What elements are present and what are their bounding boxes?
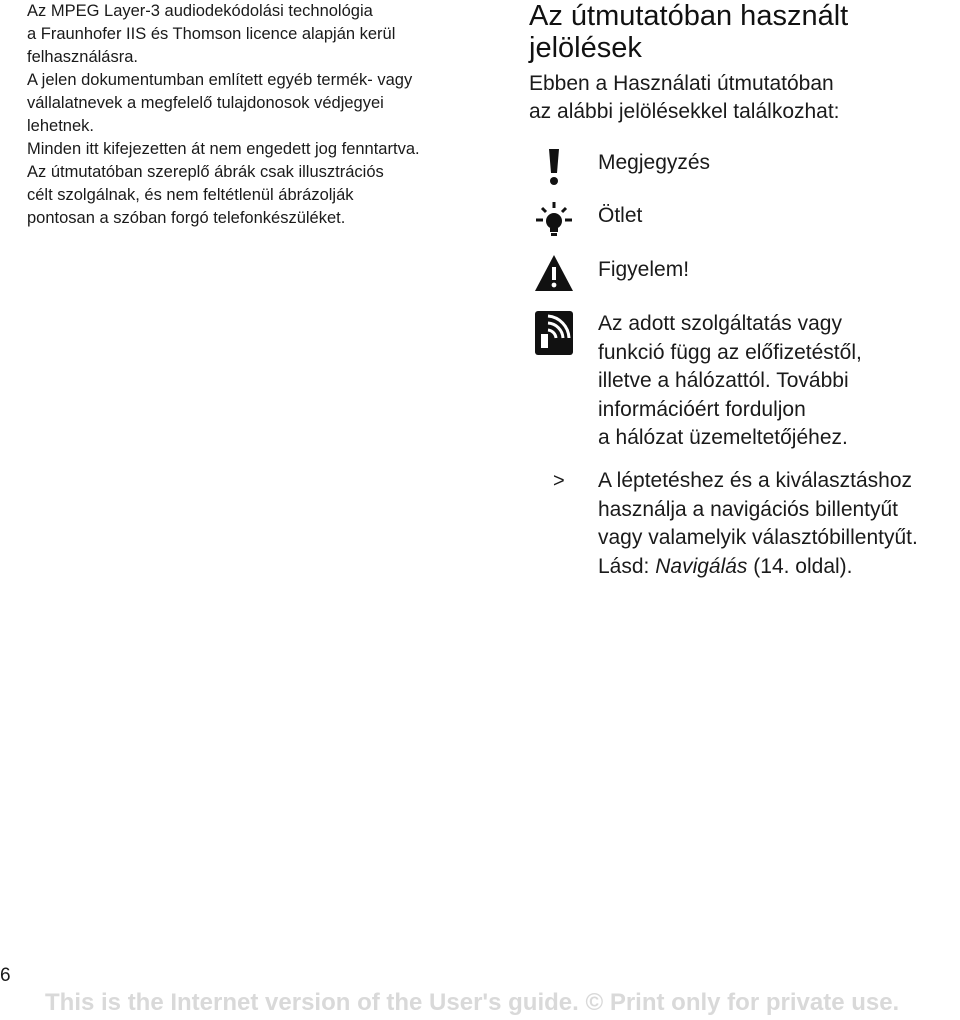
symbol-note-label: Megjegyzés <box>598 151 711 174</box>
symbols-section <box>529 0 960 578</box>
exclamation-icon <box>529 147 579 187</box>
footer-watermark: This is the Internet version of the User's guide. © Print only for private use. <box>45 989 900 1016</box>
section-heading: Az útmutatóban használt jelölések <box>529 0 849 64</box>
symbol-warning-label: Figyelem! <box>598 258 690 281</box>
symbol-tip-label: Ötlet <box>598 204 643 227</box>
operator-service-icon <box>529 310 579 356</box>
rights-notice: Minden itt kifejezetten át nem engedett jog fenntartva. <box>27 140 420 158</box>
symbol-operator-text: Az adott szolgáltatás vagy funkció függ az előfizetéstől, illetve a hálózattól. További információért forduljon a hálózat üzemeltetőjéhez. <box>598 312 862 449</box>
trademark-notice: A jelen dokumentumban említett egyéb termék- vagy vállalatnevek a megfelelő tulajdonosok védjegyei lehetnek. <box>27 71 413 135</box>
mpeg-notice: Az MPEG Layer-3 audiodekódolási technológia a Fraunhofer IIS és Thomson licence alapján kerül felhasználásra. <box>27 2 396 66</box>
lightbulb-icon <box>529 200 579 240</box>
symbol-navigation-text: A léptetéshez és a kiválasztáshoz használja a navigációs billentyűt vagy valamelyik választóbillentyűt. Lásd: Navigálás (14. oldal). <box>598 469 918 578</box>
page-number: 6 <box>0 965 11 986</box>
warning-triangle-icon <box>529 252 579 294</box>
illustration-notice: Az útmutatóban szereplő ábrák csak illusztrációs célt szolgálnak, és nem feltétlenül ábrázolják pontosan a szóban forgó telefonkészüléket. <box>27 163 384 227</box>
arrow-icon: > <box>553 470 565 492</box>
navigation-reference: Navigálás <box>655 554 748 578</box>
legal-notice-column <box>27 0 467 230</box>
section-intro: Ebben a Használati útmutatóban az alábbi jelölésekkel találkozhat: <box>529 72 840 123</box>
